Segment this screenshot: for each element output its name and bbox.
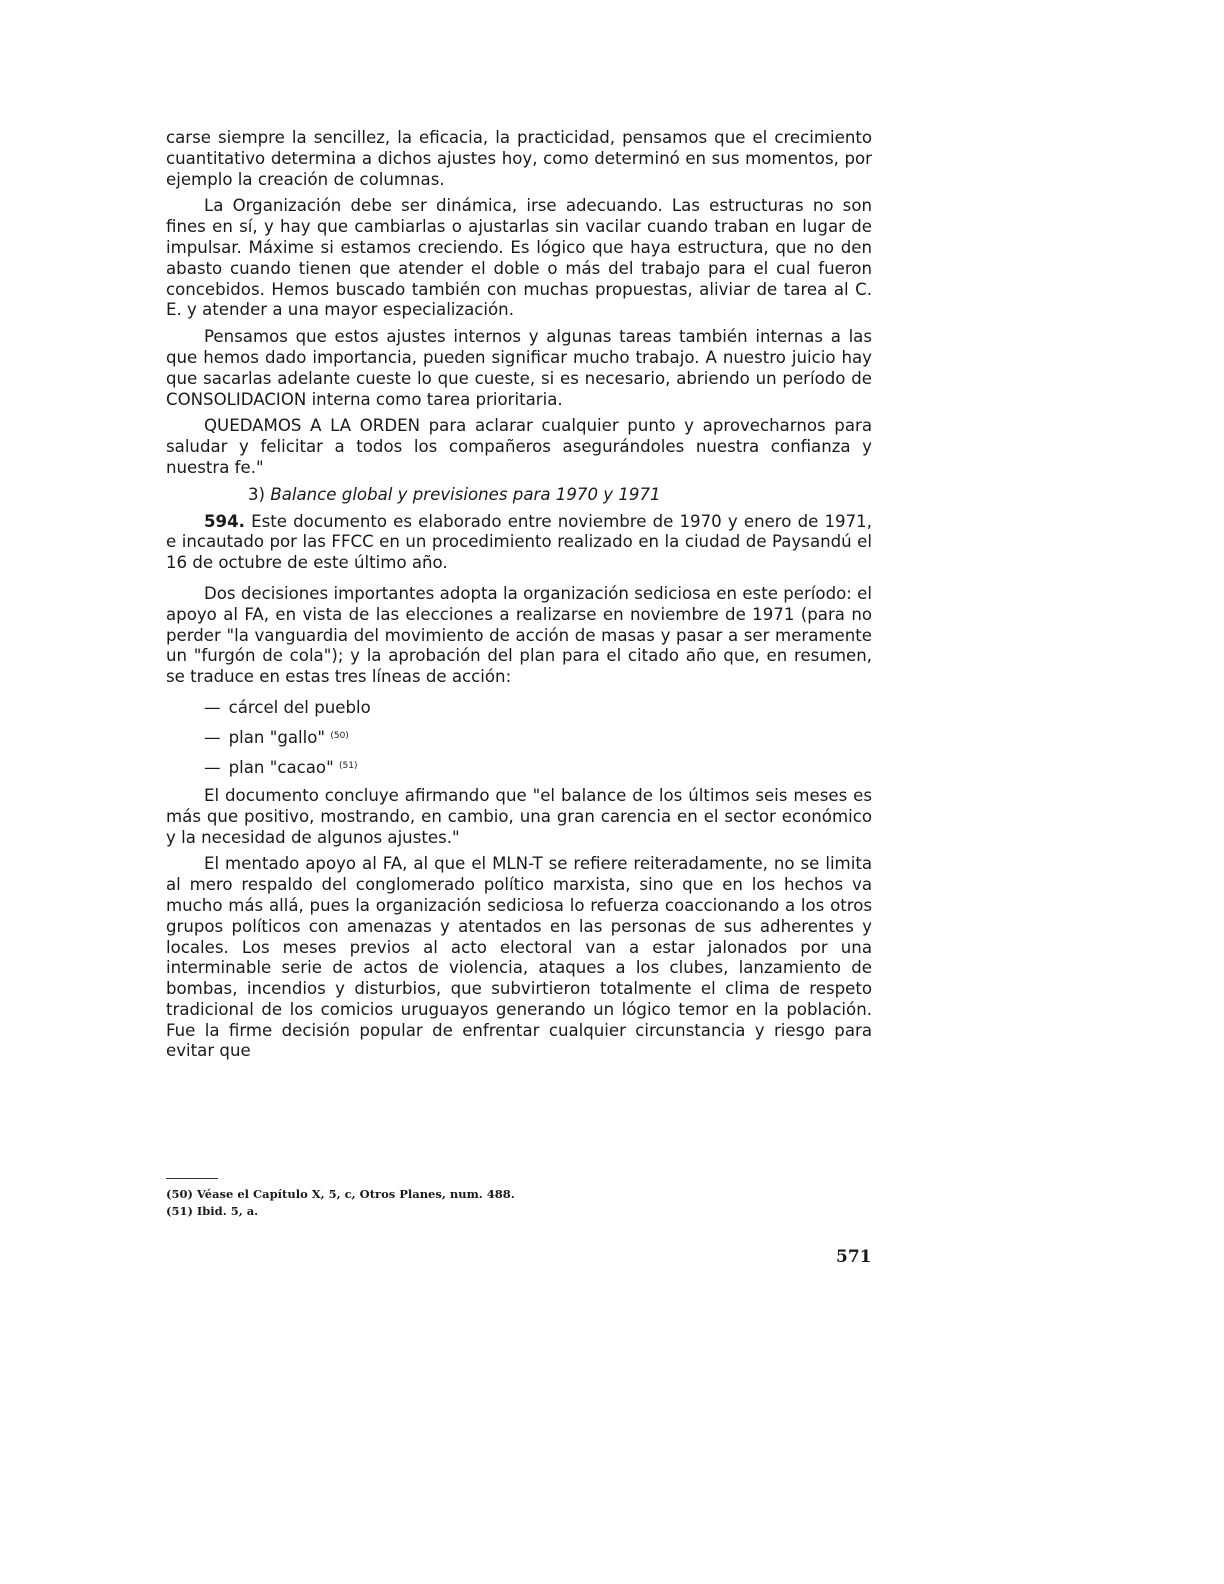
paragraph-number: 594. xyxy=(204,511,245,531)
section-number: 3) xyxy=(248,484,266,504)
paragraph-concluye: El documento concluye afirmando que "el balance de los últimos seis meses es más que positivo, mostrando, en cambio, una gran carencia en el sector económico y la necesidad de algunos ajustes." xyxy=(166,785,872,847)
footnote-ref[interactable]: (50) xyxy=(330,730,349,741)
footnotes xyxy=(166,1186,866,1220)
list-item: — plan "gallo" $^{(50)}$ xyxy=(204,727,349,747)
section-title: Balance global y previsiones para 1970 y 1971 xyxy=(270,484,661,504)
page-number: 571 xyxy=(836,1247,872,1267)
section-heading xyxy=(166,485,872,506)
paragraph-organizacion: La Organización debe ser dinámica, irse adecuando. Las estructuras no son fines en sí, y hay que cambiarlas o ajustarlas sin vacilar cuando traban en lugar de impulsar. Máxime si estamos creciendo. Es lógico que haya estructura, que no den abasto cuando tienen que atender el doble o más del trabajo para el cual fueron concebidos. Hemos buscado también con muchas propuestas, aliviar de tarea al C. E. y atender a una mayor especialización. xyxy=(166,196,872,320)
page-body xyxy=(166,128,872,1068)
paragraph-ajustes: Pensamos que estos ajustes internos y algunas tareas también internas a las que hemos dado importancia, pueden significar mucho trabajo. A nuestro juicio hay que sacarlas adelante cueste lo que cueste, si es necesario, abriendo un período de CONSOLIDACION interna como tarea prioritaria. xyxy=(166,327,872,409)
paragraph-594-text: Este documento es elaborado entre noviembre de 1970 y enero de 1971, e incautado por las FFCC en un procedimiento realizado en la ciudad de Paysandú el 16 de octubre de este último año. xyxy=(166,511,872,573)
paragraph-decisiones: Dos decisiones importantes adopta la organización sediciosa en este período: el apoyo al FA, en vista de las elecciones a realizarse en noviembre de 1971 (para no perder "la vanguardia del movimiento de acción de masas y pasar a ser meramente un "furgón de cola"); y la aprobación del plan para el citado año que, en resumen, se traduce en estas tres líneas de acción: xyxy=(166,583,872,687)
list-item: — cárcel del pueblo xyxy=(204,697,371,717)
footnote-divider xyxy=(166,1178,218,1179)
footnote-ref[interactable]: (51) xyxy=(338,760,358,771)
paragraph-apoyo-fa: El mentado apoyo al FA, al que el MLN-T se refiere reiteradamente, no se limita al mero respaldo del conglomerado político marxista, sino que en los hechos va mucho más allá, pues la organización sediciosa lo refuerza coaccionando a los otros grupos políticos con amenazas y atentados en las personas de sus adherentes y locales. Los meses previos al acto electoral van a estar jalonados por una interminable serie de actos de violencia, ataques a los clubes, lanzamiento de bombas, incendios y disturbios, que subvirtieron totalmente el clima de respeto tradicional de los comicios uruguayos generando un lógico temor en la población. Fue la firme decisión popular de enfrentar cualquier circunstancia y riesgo para evitar que xyxy=(166,854,872,1061)
action-lines-list xyxy=(166,694,872,782)
paragraph-continuation: carse siempre la sencillez, la eficacia, la practicidad, pensamos que el crecimiento cuantitativo determina a dichos ajustes hoy, como determinó en sus momentos, por ejemplo la creación de columnas. xyxy=(166,128,872,189)
paragraph-594 xyxy=(166,512,872,574)
footnote: (50) Véase el Capítulo X, 5, c, Otros Planes, num. 488. xyxy=(166,1187,515,1201)
list-item: — plan "cacao" $^{(51)}$ xyxy=(204,757,358,777)
footnote: (51) Ibid. 5, a. xyxy=(166,1204,259,1218)
paragraph-quedamos: QUEDAMOS A LA ORDEN para aclarar cualquier punto y aprovecharnos para saludar y felicitar a todos los compañeros asegurándoles nuestra confianza y nuestra fe." xyxy=(166,416,872,477)
